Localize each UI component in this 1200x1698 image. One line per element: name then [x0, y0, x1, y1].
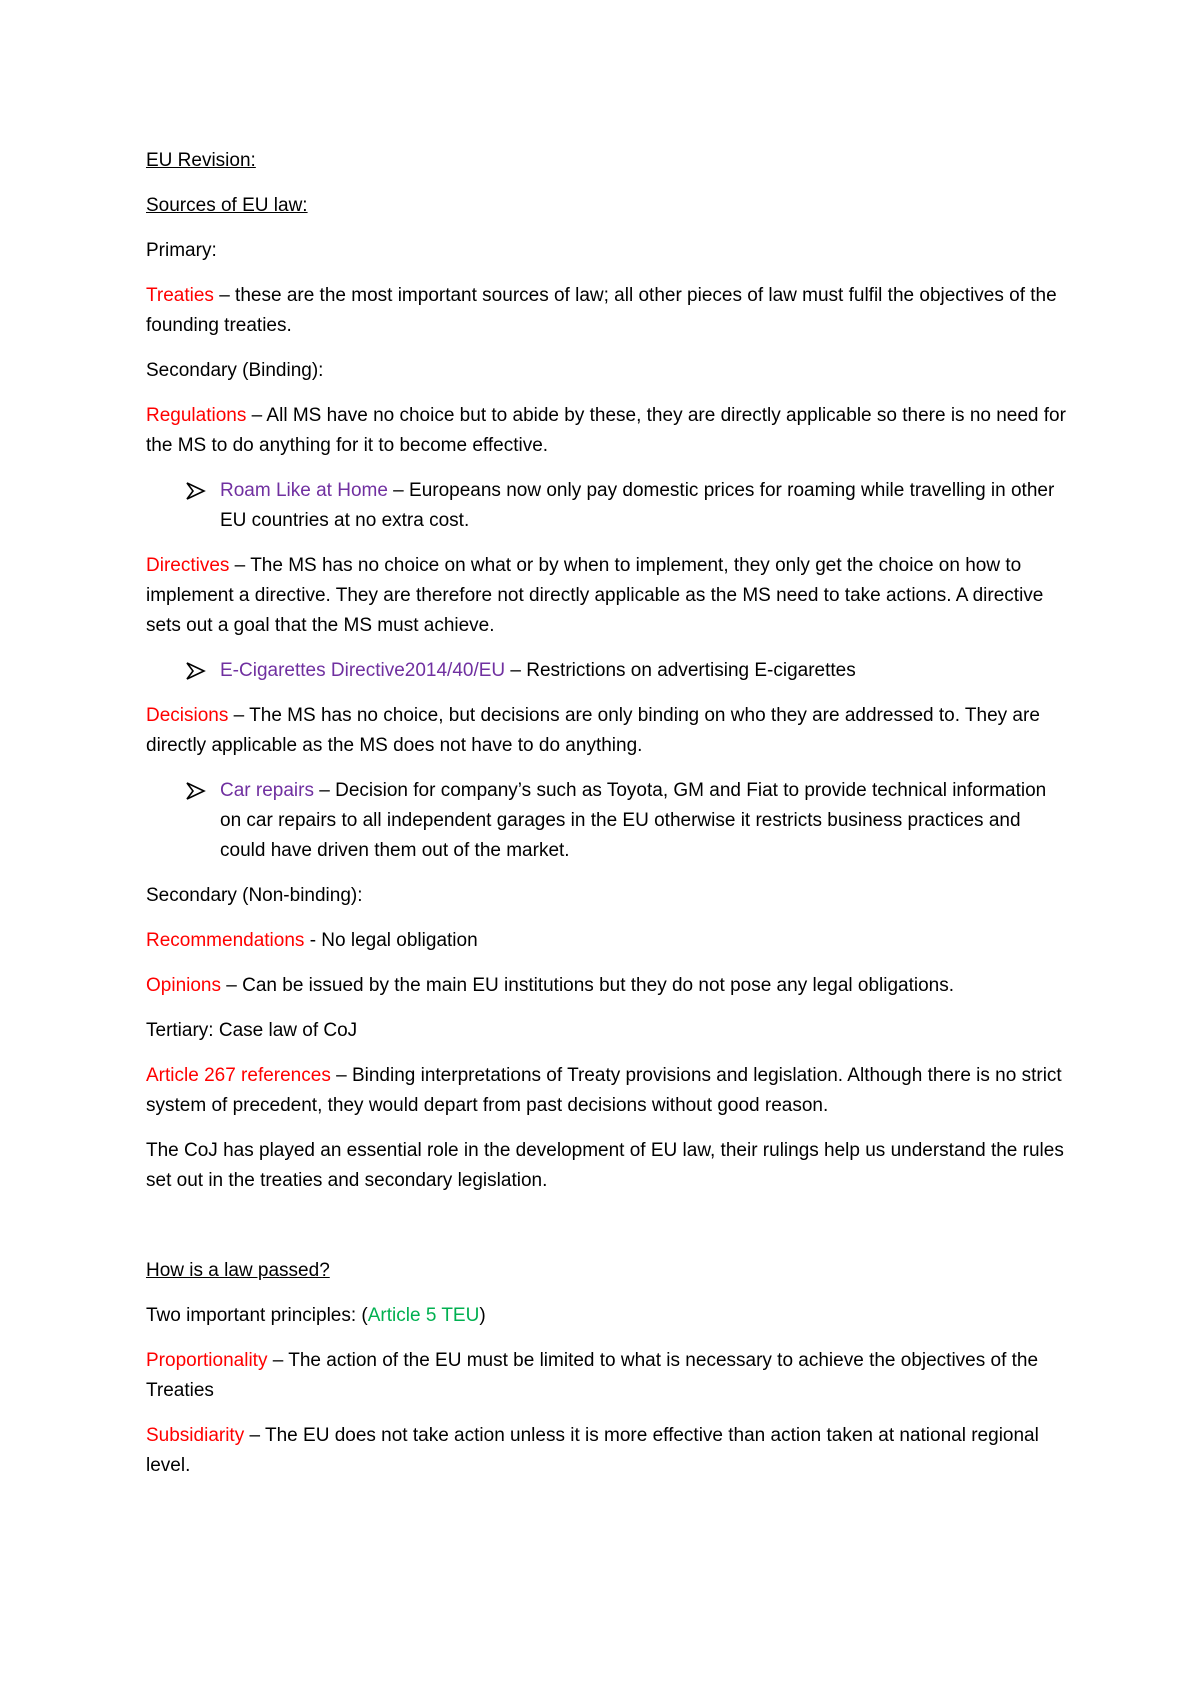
decisions-term: Decisions: [146, 705, 229, 726]
secondary-binding-label: Secondary (Binding):: [146, 360, 324, 381]
law-passed-heading: How is a law passed?: [146, 1260, 330, 1281]
regulations-text: – All MS have no choice but to abide by these, they are directly applicable so there is no need for the MS to do anything for it to become effective.: [146, 405, 1066, 456]
recommendations-paragraph: [146, 926, 1071, 956]
decisions-example-term: Car repairs: [220, 780, 314, 801]
principles-paragraph: [146, 1301, 1071, 1331]
opinions-text: – Can be issued by the main EU institutions but they do not pose any legal obligations.: [221, 975, 955, 996]
article267-paragraph: [146, 1061, 1071, 1121]
directives-term: Directives: [146, 555, 230, 576]
article267-text: – Binding interpretations of Treaty provisions and legislation. Although there is no strict system of precedent, they would depart from past decisions without good reason.: [146, 1065, 1062, 1116]
regulations-example-bullet: [146, 476, 1071, 536]
arrowhead-bullet-icon: [184, 656, 208, 686]
article267-term: Article 267 references: [146, 1065, 331, 1086]
opinions-term: Opinions: [146, 975, 221, 996]
decisions-example-bullet: [146, 776, 1071, 866]
directives-example-text: – Restrictions on advertising E-cigarettes: [505, 660, 856, 681]
treaties-term: Treaties: [146, 285, 214, 306]
directives-paragraph: [146, 551, 1071, 641]
principles-suffix: ): [479, 1305, 486, 1326]
treaties-text: – these are the most important sources of law; all other pieces of law must fulfil the objectives of the founding treaties.: [146, 285, 1057, 336]
document-body: [146, 146, 1071, 1496]
decisions-paragraph: [146, 701, 1071, 761]
treaties-paragraph: [146, 281, 1071, 341]
directives-text: – The MS has no choice on what or by when to implement, they only get the choice on how to implement a directive. They are therefore not directly applicable as the MS need to take actions. A directive sets out a goal that the MS must achieve.: [146, 555, 1044, 636]
principles-article-ref: Article 5 TEU: [367, 1305, 480, 1326]
primary-label: Primary:: [146, 240, 217, 261]
coj-paragraph: The CoJ has played an essential role in the development of EU law, their rulings help us understand the rules set out in the treaties and secondary legislation.: [146, 1140, 1064, 1191]
regulations-example-text: – Europeans now only pay domestic prices for roaming while travelling in other EU countries at no extra cost.: [220, 480, 1055, 531]
arrowhead-bullet-icon: [184, 476, 208, 506]
subsidiarity-term: Subsidiarity: [146, 1425, 245, 1446]
tertiary-label: Tertiary: Case law of CoJ: [146, 1020, 358, 1041]
decisions-example-text: – Decision for company’s such as Toyota, GM and Fiat to provide technical information on car repairs to all independent garages in the EU otherwise it restricts business practices and could have driven them out of the market.: [220, 780, 1047, 861]
proportionality-paragraph: [146, 1346, 1071, 1406]
recommendations-term: Recommendations: [146, 930, 305, 951]
proportionality-text: – The action of the EU must be limited to what is necessary to achieve the objectives of the Treaties: [146, 1350, 1039, 1401]
regulations-paragraph: [146, 401, 1071, 461]
secondary-nonbinding-label: Secondary (Non-binding):: [146, 885, 363, 906]
section-spacer: [146, 1211, 1071, 1256]
sources-heading: Sources of EU law:: [146, 195, 308, 216]
directives-example-bullet: [146, 656, 1071, 686]
regulations-example-term: Roam Like at Home: [220, 480, 388, 501]
decisions-text: – The MS has no choice, but decisions are only binding on who they are addressed to. They are directly applicable as the MS does not have to do anything.: [146, 705, 1040, 756]
directives-example-term: E-Cigarettes Directive2014/40/EU: [220, 660, 506, 681]
subsidiarity-text: – The EU does not take action unless it is more effective than action taken at national regional level.: [146, 1425, 1039, 1476]
principles-prefix: Two important principles: (: [146, 1305, 368, 1326]
regulations-term: Regulations: [146, 405, 247, 426]
subsidiarity-paragraph: [146, 1421, 1071, 1481]
document-title: EU Revision:: [146, 150, 256, 171]
arrowhead-bullet-icon: [184, 776, 208, 806]
recommendations-text: - No legal obligation: [304, 930, 478, 951]
proportionality-term: Proportionality: [146, 1350, 268, 1371]
opinions-paragraph: [146, 971, 1071, 1001]
